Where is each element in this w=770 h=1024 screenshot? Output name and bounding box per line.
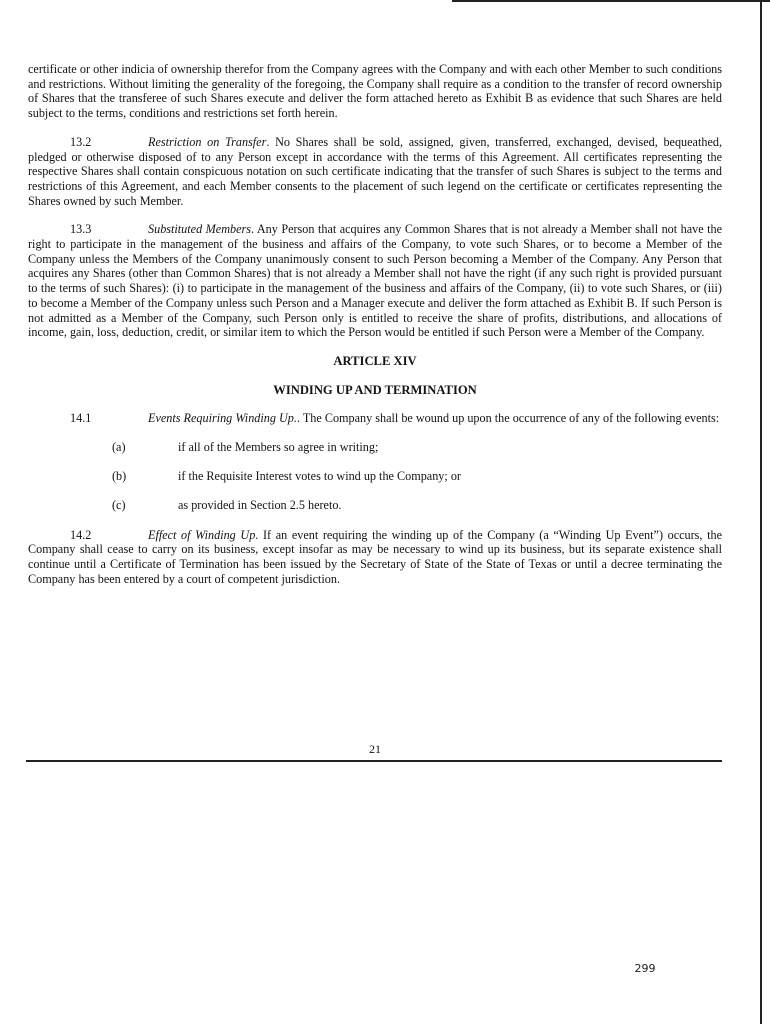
list-item-text: as provided in Section 2.5 hereto. — [178, 498, 342, 513]
section-13-2 — [28, 135, 722, 209]
scan-edge-right — [760, 0, 762, 1024]
section-number: 14.2 — [70, 527, 92, 542]
section-text: . The Company shall be wound up upon the occurrence of any of the following events: — [296, 411, 720, 426]
section-title: Events Requiring Winding Up. — [148, 411, 297, 426]
page-number: 21 — [369, 742, 381, 756]
list-item-text: if all of the Members so agree in writing; — [178, 440, 379, 455]
section-text: . If an event requiring the winding up of the Company (a “Winding Up Event”) occurs, the Company shall cease to carry on its business, except insofar as may be necessary to wind up its business, but its separate existence shall continue until a Certificate of Termination has been issued by the Secretary of State of the State of Texas or until a decree terminating the Company has been entered by a court of competent jurisdiction. — [28, 527, 722, 586]
bates-number: 299 — [634, 962, 656, 975]
list-item-label: (b) — [112, 469, 127, 484]
section-13-3 — [28, 222, 722, 340]
section-title: Restriction on Transfer — [148, 134, 267, 149]
list-item — [28, 469, 722, 484]
section-text: . Any Person that acquires any Common Shares that is not already a Member shall not have the right to participate in the management of the business and affairs of the Company, to vote such Shares, or to become a Member of the Company unless the Members of the Company unanimously consent to such Person becoming a Member of the Company. Any Person that acquires any Shares (other than Common Shares) that is not already a Member shall not have the right (if any such right is provided pursuant to the terms of such Shares): (i) to participate in the management of the business and affairs of the Company, (ii) to vote such Shares, or (iii) to become a Member of the Company unless such Person and a Manager execute and deliver the form attached as Exhibit B. If such Person is not admitted as a Member of the Company, such Person only is entitled to receive the share of profits, distributions, and allocations of income, gain, loss, deduction, credit, or similar item to which the Person would be entitled if such Person were a Member of the Company. — [28, 222, 722, 340]
paragraph-continued: certificate or other indicia of ownership therefor from the Company agrees with the Company and with each other Member to such conditions and restrictions. Without limiting the generality of the foregoing, the Company shall require as a condition to the transfer of record ownership of Shares that the transferee of such Shares execute and deliver the form attached hereto as Exhibit B as evidence that such Shares are held subject to the terms, conditions and restrictions set forth herein. — [28, 62, 722, 121]
list-item — [28, 440, 722, 455]
list-item-label: (a) — [112, 440, 126, 455]
section-title: Effect of Winding Up — [148, 527, 256, 542]
article-heading: ARTICLE XIV — [333, 353, 417, 368]
section-14-2 — [28, 528, 722, 587]
list-item-text: if the Requisite Interest votes to wind up the Company; or — [178, 469, 461, 484]
list-item — [28, 498, 722, 513]
section-number: 13.3 — [70, 222, 92, 237]
scan-edge-top — [452, 0, 770, 2]
section-14-1 — [28, 411, 722, 426]
section-number: 13.2 — [70, 134, 92, 149]
article-title: WINDING UP AND TERMINATION — [273, 382, 477, 397]
events-list — [28, 440, 722, 513]
section-number: 14.1 — [70, 411, 92, 426]
section-text: . No Shares shall be sold, assigned, given, transferred, exchanged, devised, bequeathed, pledged or otherwise disposed of to any Person except in accordance with the terms of this Agreement. All certificates representing the respective Shares shall contain conspicuous notation on such certificate indicating that the transfer of such Shares is subject to the terms and restrictions of this Agreement, and each Member consents to the placement of such legend on the certificate or certificates representing the Shares owned by such Member. — [28, 134, 722, 208]
section-title: Substituted Members — [148, 222, 251, 237]
footer-rule — [26, 760, 722, 762]
document-body — [28, 62, 722, 600]
list-item-label: (c) — [112, 498, 126, 513]
